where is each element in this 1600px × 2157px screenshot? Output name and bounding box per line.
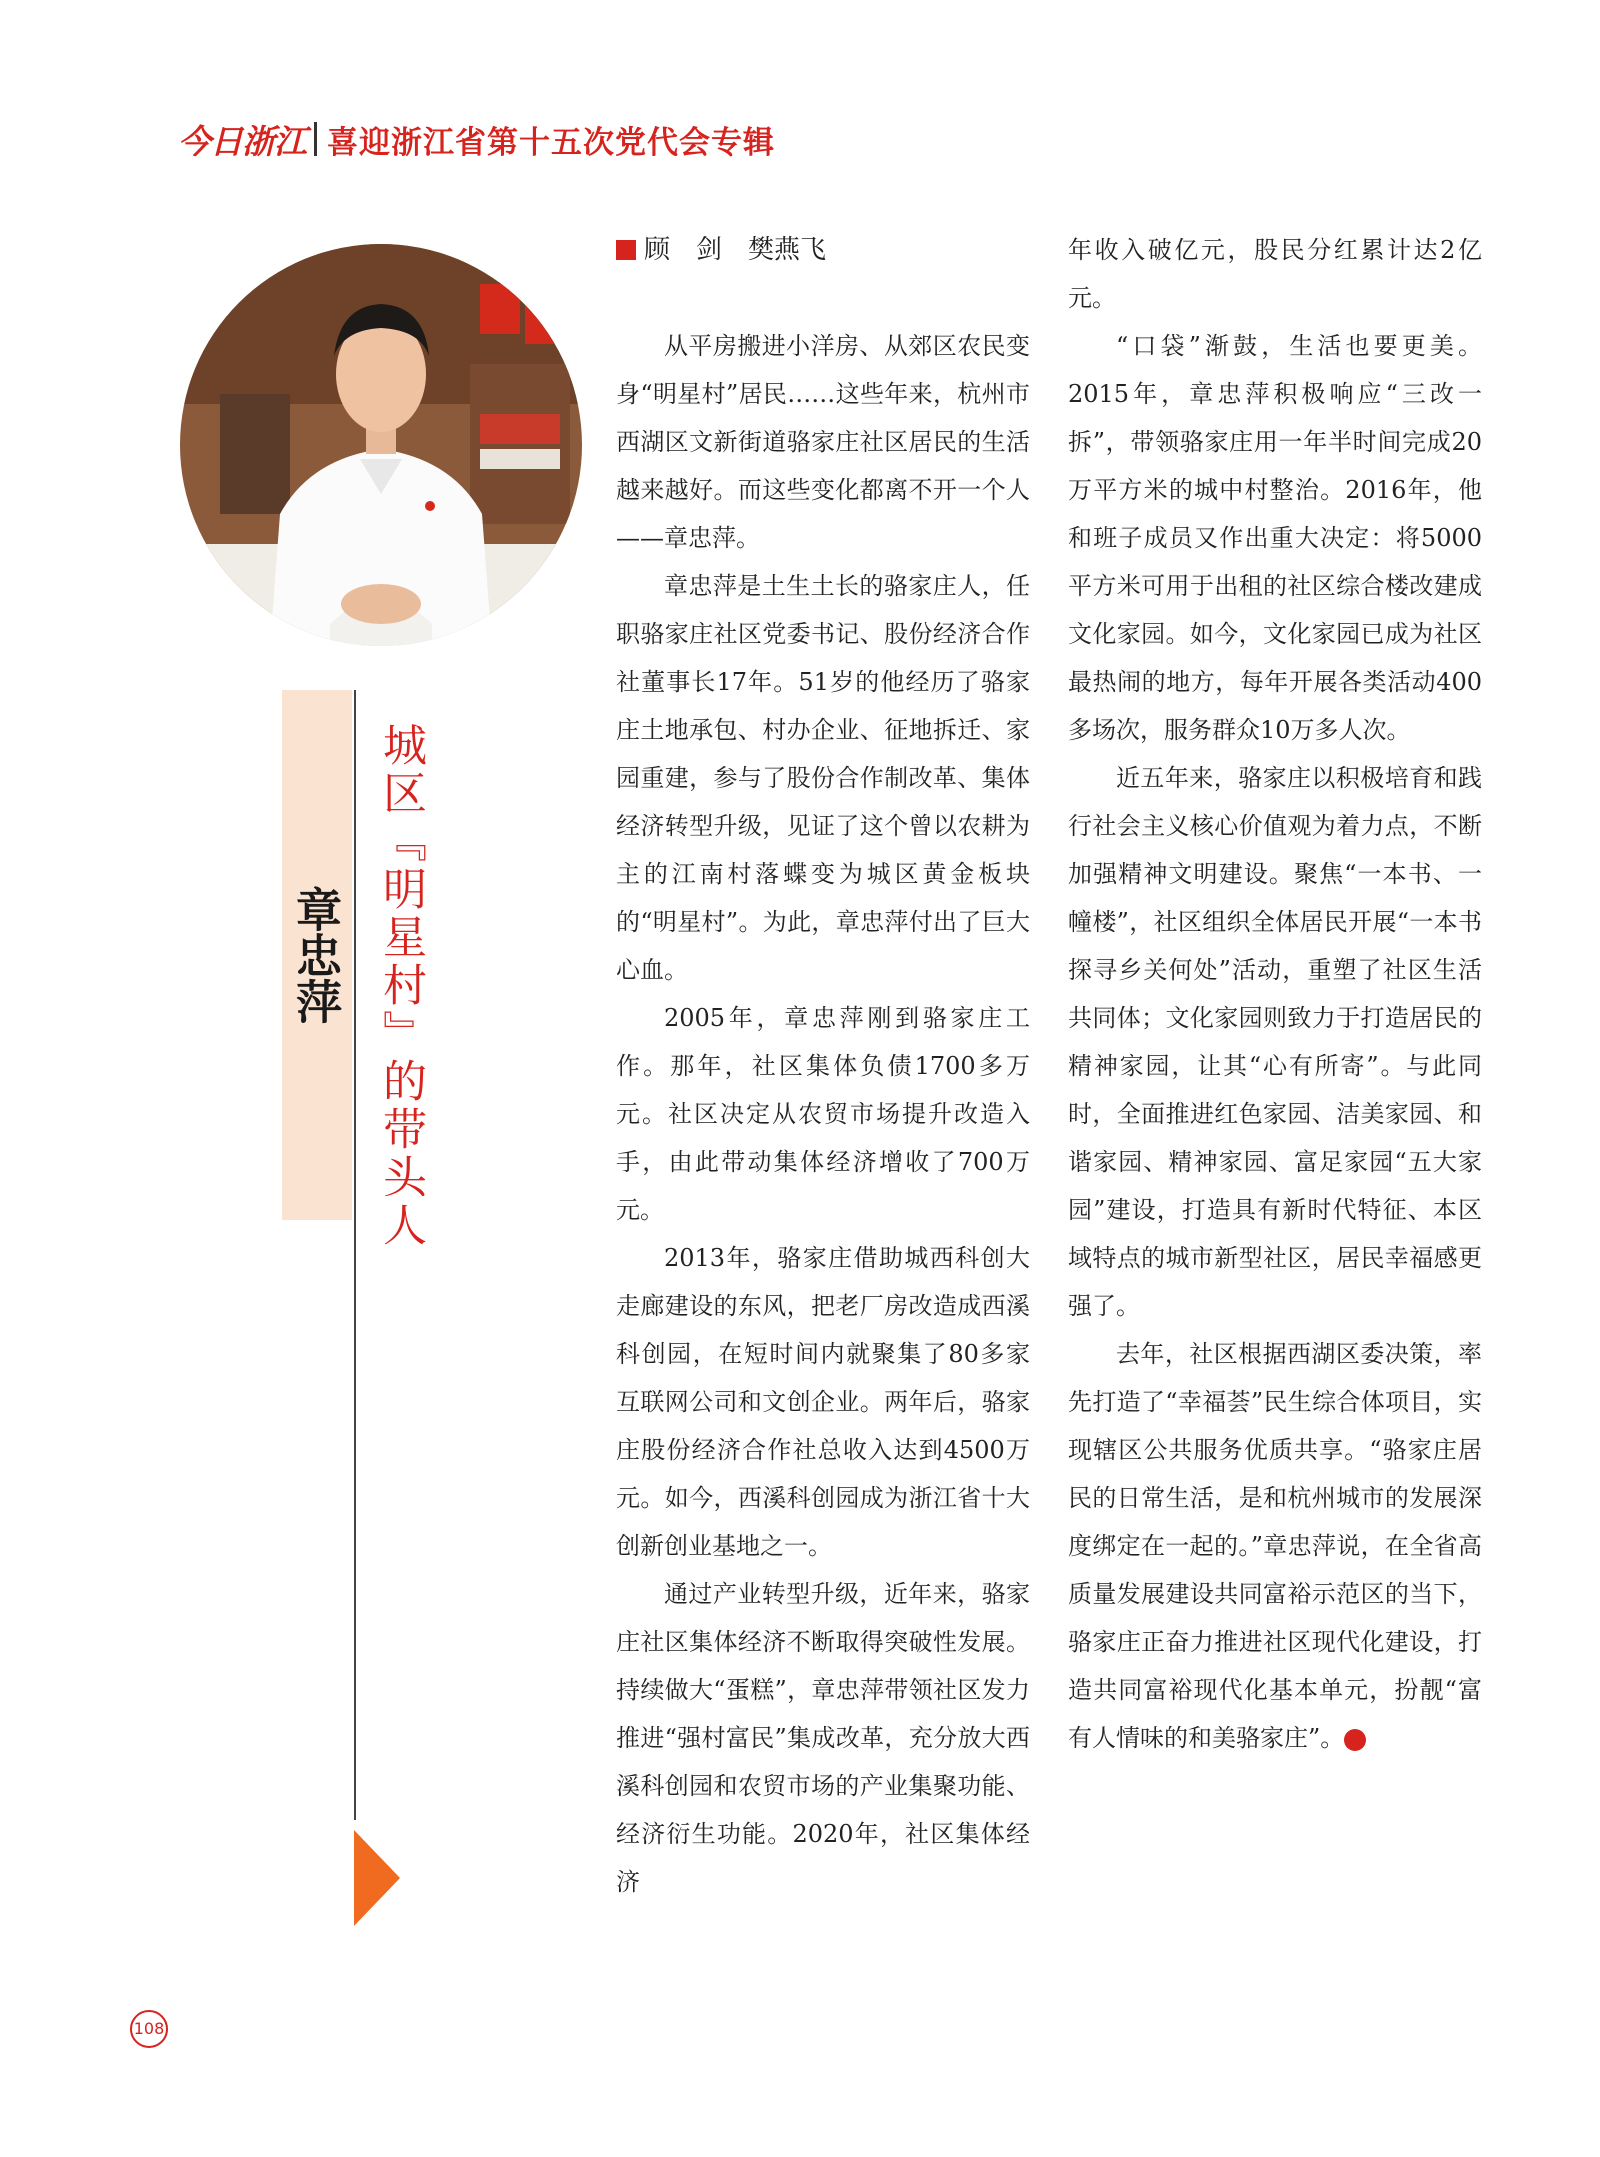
paragraph-text: 去年，社区根据西湖区委决策，率先打造了“幸福荟”民生综合体项目，实现辖区公共服务优质共享。“骆家庄居民的日常生活，是和杭州城市的发展深度绑定在一起的。”章忠萍说，在全省高质量发展建设共同富裕示范区的当下，骆家庄正奋力推进社区现代化建设，打造共同富裕现代化基本单元，扮靓“富有人情味的和美骆家庄”。 [1068,1340,1482,1752]
portrait-illustration [180,244,582,646]
header-title: 喜迎浙江省第十五次党代会专辑 [327,124,775,161]
paragraph [1068,1330,1482,1762]
page-header [178,114,775,164]
byline-authors: 顾 剑 樊燕飞 [644,235,827,265]
paragraph: 近五年来，骆家庄以积极培育和践行社会主义核心价值观为着力点，不断加强精神文明建设。聚焦“一本书、一幢楼”，社区组织全体居民开展“一本书探寻乡关何处”活动，重塑了社区生活共同体；文化家园则致力于打造居民的精神家园，让其“心有所寄”。与此同时，全面推进红色家园、洁美家园、和谐家园、精神家园、富足家园“五大家园”建设，打造具有新时代特征、本区域特点的城市新型社区，居民幸福感更强了。 [1068,764,1482,1320]
header-divider [314,122,317,156]
magazine-logo: 今日浙江 [178,121,306,161]
page-number: 108 [130,2010,168,2048]
paragraph: 通过产业转型升级，近年来，骆家庄社区集体经济不断取得突破性发展。持续做大“蛋糕”，章忠萍带领社区发力推进“强村富民”集成改革，充分放大西溪科创园和农贸市场的产业集聚功能、经济衍生功能。2020年，社区集体经济 [616,1580,1030,1896]
person-name: 章忠萍 [289,886,343,1024]
paragraph-continued: 年收入破亿元，股民分红累计达2亿元。 [1068,236,1482,312]
paragraph: 从平房搬进小洋房、从郊区农民变身“明星村”居民……这些年来，杭州市西湖区文新街道骆家庄社区居民的生活越来越好。而这些变化都离不开一个人——章忠萍。 [616,332,1030,552]
orange-arrow-icon [354,1830,400,1926]
article-column-1 [616,226,1030,1906]
byline [616,226,1030,274]
paragraph: “口袋”渐鼓，生活也要更美。2015年，章忠萍积极响应“三改一拆”，带领骆家庄用一年半时间完成20万平方米的城中村整治。2016年，他和班子成员又作出重大决定：将5000平方米可用于出租的社区综合楼改建成文化家园。如今，文化家园已成为社区最热闹的地方，每年开展各类活动400多场次，服务群众10万多人次。 [1068,332,1482,744]
portrait-photo [180,244,582,646]
paragraph: 2013年，骆家庄借助城西科创大走廊建设的东风，把老厂房改造成西溪科创园，在短时间内就聚集了80多家互联网公司和文创企业。两年后，骆家庄股份经济合作社总收入达到4500万元。如今，西溪科创园成为浙江省十大创新创业基地之一。 [616,1244,1030,1560]
article-headline: 城区『明星村』的带头人 [375,722,426,1250]
article-column-2 [1068,226,1482,1762]
paragraph: 2005年，章忠萍刚到骆家庄工作。那年，社区集体负债1700多万元。社区决定从农贸市场提升改造入手，由此带动集体经济增收了700万元。 [616,1004,1030,1224]
vertical-rule [354,690,356,1820]
byline-square-icon [616,240,636,260]
end-mark-icon: 今 [1344,1729,1366,1751]
paragraph: 章忠萍是土生土长的骆家庄人，任职骆家庄社区党委书记、股份经济合作社董事长17年。51岁的他经历了骆家庄土地承包、村办企业、征地拆迁、家园重建，参与了股份合作制改革、集体经济转型升级，见证了这个曾以农耕为主的江南村落蝶变为城区黄金板块的“明星村”。为此，章忠萍付出了巨大心血。 [616,572,1030,984]
